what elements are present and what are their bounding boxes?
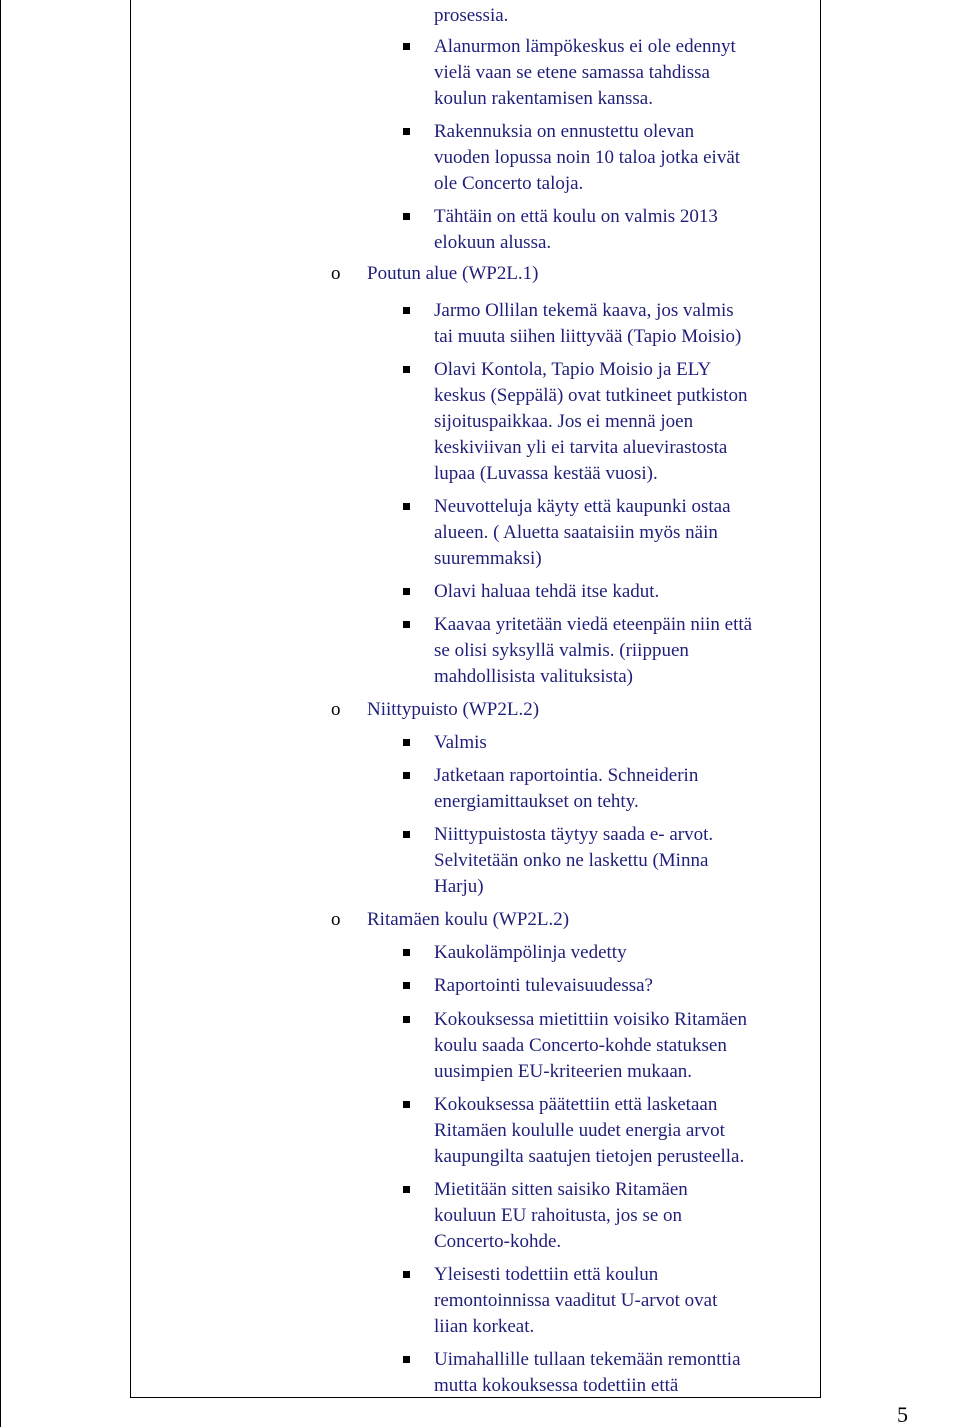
square-bullet-icon xyxy=(403,366,410,373)
text-line: Kokouksessa mietittiin voisiko Ritamäen xyxy=(434,1009,747,1030)
text-line: Kaukolämpölinja vedetty xyxy=(434,942,627,963)
square-bullet-icon xyxy=(403,588,410,595)
table-border-left xyxy=(0,0,1,1427)
text-line: mutta kokouksessa todettiin että xyxy=(434,1375,679,1396)
text-line: suuremmaksi) xyxy=(434,548,542,569)
square-bullet-icon xyxy=(403,307,410,314)
text-line: Uimahallille tullaan tekemään remonttia xyxy=(434,1349,741,1370)
square-bullet-icon xyxy=(403,1271,410,1278)
square-bullet-icon xyxy=(403,43,410,50)
text-line: Niittypuistosta täytyy saada e- arvot. xyxy=(434,824,714,845)
text-line: keskiviivan yli ei tarvita aluevirastosta xyxy=(434,437,728,458)
square-bullet-icon xyxy=(403,949,410,956)
square-bullet-icon xyxy=(403,982,410,989)
section-heading: Ritamäen koulu (WP2L.2) xyxy=(367,909,570,930)
table-border-col2 xyxy=(820,0,821,1398)
square-bullet-icon xyxy=(403,772,410,779)
square-bullet-icon xyxy=(403,1356,410,1363)
text-line: Selvitetään onko ne laskettu (Minna xyxy=(434,850,709,871)
text-line: tai muuta siihen liittyvää (Tapio Moisio) xyxy=(434,326,742,347)
text-line: ole Concerto taloja. xyxy=(434,173,584,194)
circle-bullet-icon: o xyxy=(331,699,341,720)
square-bullet-icon xyxy=(403,739,410,746)
text-line: keskus (Seppälä) ovat tutkineet putkiston xyxy=(434,385,748,406)
text-line: prosessia. xyxy=(434,5,509,26)
text-line: Rakennuksia on ennustettu olevan xyxy=(434,121,695,142)
text-line: sijoituspaikkaa. Jos ei mennä joen xyxy=(434,411,694,432)
text-line: kaupungilta saatujen tietojen perusteella. xyxy=(434,1146,745,1167)
text-line: Neuvotteluja käyty että kaupunki ostaa xyxy=(434,496,731,517)
text-line: kouluun EU rahoitusta, jos se on xyxy=(434,1205,683,1226)
square-bullet-icon xyxy=(403,213,410,220)
text-line: Concerto-kohde. xyxy=(434,1231,562,1252)
text-line: energiamittaukset on tehty. xyxy=(434,791,639,812)
text-line: Harju) xyxy=(434,876,484,897)
section-heading: Niittypuisto (WP2L.2) xyxy=(367,699,540,720)
text-line: uusimpien EU-kriteerien mukaan. xyxy=(434,1061,693,1082)
table-border-col1 xyxy=(130,0,131,1398)
text-line: Tähtäin on että koulu on valmis 2013 xyxy=(434,206,718,227)
text-line: se olisi syksyllä valmis. (riippuen xyxy=(434,640,689,661)
square-bullet-icon xyxy=(403,128,410,135)
text-line: Ritamäen koululle uudet energia arvot xyxy=(434,1120,725,1141)
page-number: 5 xyxy=(897,1402,908,1427)
square-bullet-icon xyxy=(403,503,410,510)
text-line: koulu saada Concerto-kohde statuksen xyxy=(434,1035,727,1056)
text-line: Kaavaa yritetään viedä eteenpäin niin että xyxy=(434,614,753,635)
square-bullet-icon xyxy=(403,1016,410,1023)
text-line: lupaa (Luvassa kestää vuosi). xyxy=(434,463,658,484)
text-line: Yleisesti todettiin että koulun xyxy=(434,1264,659,1285)
text-line: remontoinnissa vaaditut U-arvot ovat xyxy=(434,1290,718,1311)
text-line: Kokouksessa päätettiin että lasketaan xyxy=(434,1094,718,1115)
square-bullet-icon xyxy=(403,1186,410,1193)
text-line: vuoden lopussa noin 10 taloa jotka eivät xyxy=(434,147,741,168)
circle-bullet-icon: o xyxy=(331,263,341,284)
square-bullet-icon xyxy=(403,621,410,628)
square-bullet-icon xyxy=(403,1101,410,1108)
text-line: mahdollisista valituksista) xyxy=(434,666,633,687)
circle-bullet-icon: o xyxy=(331,909,341,930)
text-line: Alanurmon lämpökeskus ei ole edennyt xyxy=(434,36,736,57)
text-line: Mietitään sitten saisiko Ritamäen xyxy=(434,1179,688,1200)
text-line: elokuun alussa. xyxy=(434,232,552,253)
section-heading: Poutun alue (WP2L.1) xyxy=(367,263,539,284)
text-line: Jarmo Ollilan tekemä kaava, jos valmis xyxy=(434,300,734,321)
text-line: alueen. ( Aluetta saataisiin myös näin xyxy=(434,522,718,543)
text-line: koulun rakentamisen kanssa. xyxy=(434,88,653,109)
text-line: liian korkeat. xyxy=(434,1316,535,1337)
text-line: Olavi haluaa tehdä itse kadut. xyxy=(434,581,660,602)
text-line: Raportointi tulevaisuudessa? xyxy=(434,975,653,996)
text-line: Jatketaan raportointia. Schneiderin xyxy=(434,765,699,786)
text-line: vielä vaan se etene samassa tahdissa xyxy=(434,62,710,83)
text-line: Valmis xyxy=(434,732,487,753)
square-bullet-icon xyxy=(403,831,410,838)
text-line: Olavi Kontola, Tapio Moisio ja ELY xyxy=(434,359,712,380)
